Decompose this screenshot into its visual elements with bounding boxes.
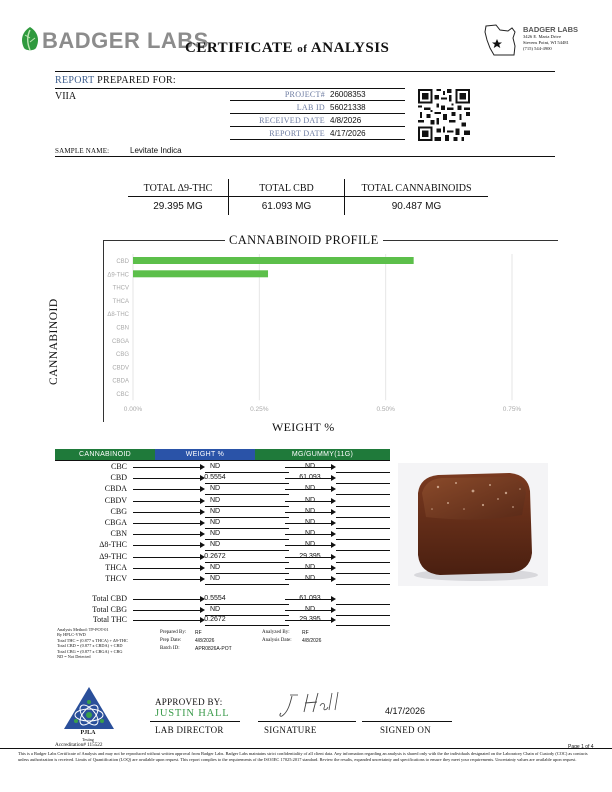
mg-per-gummy: ND bbox=[304, 563, 316, 571]
prep-date-value: 4/8/2026 bbox=[195, 638, 215, 644]
report-date-row: REPORT DATE 4/17/2026 bbox=[230, 127, 405, 140]
sample-divider bbox=[55, 156, 555, 157]
page-number: Page 1 of 4 bbox=[568, 744, 594, 750]
row-connector bbox=[133, 599, 203, 600]
x-tick-label: 0.75% bbox=[502, 406, 522, 413]
row-connector bbox=[133, 620, 203, 621]
y-tick-label: CBDA bbox=[112, 378, 129, 385]
chart-x-axis-title: WEIGHT % bbox=[268, 420, 339, 435]
approver-name: JUSTIN HALL bbox=[155, 708, 230, 719]
weight-percent: ND bbox=[209, 519, 221, 526]
document-title: CERTIFICATE of ANALYSIS bbox=[185, 40, 390, 56]
row-connector bbox=[133, 467, 203, 468]
table-row bbox=[55, 529, 390, 540]
cannabinoid-profile-chart bbox=[90, 250, 560, 420]
row-connector bbox=[133, 610, 203, 611]
table-row bbox=[55, 594, 390, 605]
cannabinoid-name: Total CBG bbox=[92, 604, 127, 614]
pjla-accreditation-seal-icon bbox=[62, 685, 116, 731]
signature-label: SIGNATURE bbox=[264, 725, 317, 735]
table-row bbox=[55, 518, 390, 529]
cannabinoid-name: Δ9-THC bbox=[99, 551, 127, 561]
row-connector bbox=[133, 512, 203, 513]
y-tick-label: THCA bbox=[112, 298, 129, 305]
table-row bbox=[55, 574, 390, 585]
row-connector bbox=[133, 579, 203, 580]
y-tick-label: CBG bbox=[115, 352, 129, 359]
mg-per-gummy: ND bbox=[304, 463, 316, 470]
table-row bbox=[55, 496, 390, 507]
qr-code-icon[interactable] bbox=[418, 89, 470, 141]
mg-per-gummy: ND bbox=[304, 507, 316, 515]
lab-id-row: LAB ID 56021338 bbox=[230, 101, 405, 114]
weight-percent: ND bbox=[209, 485, 221, 493]
signed-on-date: 4/17/2026 bbox=[385, 706, 426, 716]
gummy-product-photo bbox=[398, 463, 548, 586]
chart-title: CANNABINOID PROFILE bbox=[225, 233, 383, 248]
cannabinoid-name: CBD bbox=[110, 473, 127, 483]
y-tick-label: Δ8-THC bbox=[107, 312, 129, 319]
batch-id-value: APR0826A-POT bbox=[195, 646, 232, 652]
row-connector bbox=[133, 489, 203, 490]
weight-percent: 0.5554 bbox=[204, 474, 226, 482]
x-tick-label: 0.50% bbox=[376, 406, 395, 413]
mg-per-gummy: ND bbox=[304, 485, 316, 493]
row-connector bbox=[133, 557, 203, 558]
weight-percent: ND bbox=[209, 507, 221, 515]
accreditation-number: Accreditation# 115522 bbox=[55, 742, 103, 748]
report-prepared-for-label: REPORT PREPARED FOR: bbox=[55, 75, 177, 86]
cannabinoid-name: CBC bbox=[110, 462, 127, 471]
mg-per-gummy: ND bbox=[304, 519, 316, 526]
table-row bbox=[55, 552, 390, 563]
pjla-sub: Testing bbox=[82, 737, 94, 742]
y-tick-label: THCV bbox=[112, 285, 129, 292]
bar bbox=[133, 270, 268, 277]
cannabinoid-name: Δ8-THC bbox=[99, 540, 127, 550]
mg-per-gummy: ND bbox=[304, 496, 316, 504]
weight-percent: ND bbox=[209, 563, 221, 571]
mg-per-gummy: 29.395 bbox=[299, 616, 321, 623]
badger-leaf-logo-icon bbox=[18, 26, 42, 52]
row-connector bbox=[133, 545, 203, 546]
prepared-by-value: RF bbox=[195, 630, 202, 636]
col-header-weight: WEIGHT % bbox=[155, 449, 255, 460]
col-header-mg: MG/GUMMY(11G) bbox=[255, 449, 390, 460]
y-tick-label: CBDV bbox=[112, 365, 129, 372]
cannabinoid-name: CBG bbox=[110, 506, 127, 516]
analyzed-by-label: Analyzed By: bbox=[262, 630, 290, 635]
signature-image bbox=[278, 690, 348, 720]
mg-per-gummy: ND bbox=[304, 575, 316, 582]
bar bbox=[133, 257, 414, 264]
weight-percent: ND bbox=[209, 605, 221, 613]
table-row bbox=[55, 540, 390, 551]
total-cbd-cell: TOTAL CBD 61.093 MG bbox=[229, 179, 344, 215]
approver-title: LAB DIRECTOR bbox=[155, 725, 224, 735]
x-tick-label: 0.00% bbox=[123, 406, 143, 413]
total-thc-cell: TOTAL Δ9-THC 29.395 MG bbox=[128, 179, 228, 215]
weight-percent: 0.2672 bbox=[204, 616, 226, 623]
x-tick-label: 0.25% bbox=[250, 406, 269, 413]
y-tick-label: CBD bbox=[116, 259, 129, 265]
y-tick-label: CBN bbox=[116, 325, 129, 332]
row-connector bbox=[133, 534, 203, 535]
table-row bbox=[55, 462, 390, 473]
row-connector bbox=[133, 478, 203, 479]
cannabinoid-name: Total CBD bbox=[92, 594, 127, 603]
weight-percent: ND bbox=[209, 541, 221, 549]
brand-name: BADGER LABS bbox=[42, 28, 209, 53]
signed-on-label: SIGNED ON bbox=[380, 725, 431, 735]
header-divider bbox=[55, 71, 555, 72]
batch-id-label: Batch ID: bbox=[160, 646, 180, 651]
weight-percent: 0.5554 bbox=[204, 595, 226, 602]
row-connector bbox=[133, 501, 203, 502]
prep-date-label: Prep Date: bbox=[160, 638, 182, 643]
row-connector bbox=[133, 523, 203, 524]
cannabinoid-name: THCV bbox=[105, 574, 127, 583]
cannabinoid-name: THCA bbox=[105, 562, 127, 572]
footer-divider bbox=[0, 748, 612, 749]
weight-percent: 0.2672 bbox=[204, 552, 226, 560]
col-header-cannabinoid: CANNABINOID bbox=[55, 449, 155, 460]
mg-per-gummy: ND bbox=[304, 605, 316, 613]
mg-per-gummy: 61.093 bbox=[299, 595, 321, 602]
prepared-by: Prepared By: bbox=[160, 630, 187, 635]
cannabinoid-name: Total THC bbox=[92, 615, 127, 624]
weight-percent: ND bbox=[209, 463, 221, 470]
project-number-row: PROJECT# 26008353 bbox=[230, 88, 405, 101]
chart-y-axis-title: CANNABINOID bbox=[48, 298, 60, 385]
weight-percent: ND bbox=[209, 496, 221, 504]
cannabinoid-name: CBDA bbox=[104, 484, 127, 494]
wisconsin-map-icon bbox=[482, 22, 520, 58]
table-row bbox=[55, 563, 390, 574]
weight-percent: ND bbox=[209, 575, 221, 582]
y-tick-label: CBC bbox=[116, 392, 129, 398]
table-row bbox=[55, 484, 390, 495]
table-header-divider bbox=[55, 460, 390, 461]
row-connector bbox=[133, 568, 203, 569]
analysis-date-value: 4/8/2026 bbox=[302, 638, 322, 644]
mg-per-gummy: ND bbox=[304, 530, 316, 538]
y-tick-label: Δ9-THC bbox=[107, 272, 129, 279]
cannabinoid-name: CBDV bbox=[104, 495, 127, 505]
mg-per-gummy: ND bbox=[304, 541, 316, 549]
cannabinoid-name: CBGA bbox=[104, 518, 127, 527]
table-row bbox=[55, 615, 390, 626]
mg-per-gummy: 61.093 bbox=[299, 474, 321, 482]
table-row bbox=[55, 507, 390, 518]
total-cannabinoids-cell: TOTAL CANNABINOIDS 90.487 MG bbox=[345, 179, 488, 215]
client-name: VIIA bbox=[55, 91, 77, 102]
totals-summary bbox=[128, 179, 488, 215]
y-tick-label: CBGA bbox=[111, 338, 129, 345]
table-row bbox=[55, 473, 390, 484]
pjla-name: PJLA bbox=[80, 730, 96, 736]
analyzed-by-value: RF bbox=[302, 630, 309, 636]
mg-per-gummy: 29.395 bbox=[299, 552, 321, 560]
sample-name-value: Levitate Indica bbox=[130, 146, 182, 155]
lab-address: BADGER LABS 3426 E. Maria Drive Stevens Point, WI 54481 (715) 544-4900 bbox=[523, 25, 579, 51]
sample-name-label: SAMPLE NAME: bbox=[55, 147, 110, 155]
legal-disclaimer: This is a Badger Labs Certificate of Analysis and may not be reproduced without written approval from Badger Labs. Badger Labs maintains strict confidentiality of all client data. Any information regarding an analysis is shared only with the the individuals designated on the Laboratory Chain of Custody (COC) as contacts unless authorization is received. Limits of Quantification (LOQ) are available upon request. This report complies to the requirements of the ISO/IEC 17025:2017 standard. Review the results, expanded uncertainty and specifications to ensure they meet your requirements. Uncertainty values are available upon request. bbox=[18, 751, 588, 762]
received-date-row: RECEIVED DATE 4/8/2026 bbox=[230, 114, 405, 127]
cannabinoid-name: CBN bbox=[110, 529, 127, 539]
analysis-method-notes: Analysis Method: TP-POT-01 By HPLC-VWD Total THC = (0.877 x THCA) + Δ9-THC Total CBD = (0.877 x CBDA) + CBD Total CBG = (0.877 x CBGA) + CBG ND = Not Detected bbox=[57, 627, 128, 660]
weight-percent: ND bbox=[209, 530, 221, 538]
approved-by-label: APPROVED BY: bbox=[155, 697, 223, 707]
table-row bbox=[55, 605, 390, 616]
analysis-date-label: Analysis Date: bbox=[262, 638, 292, 643]
